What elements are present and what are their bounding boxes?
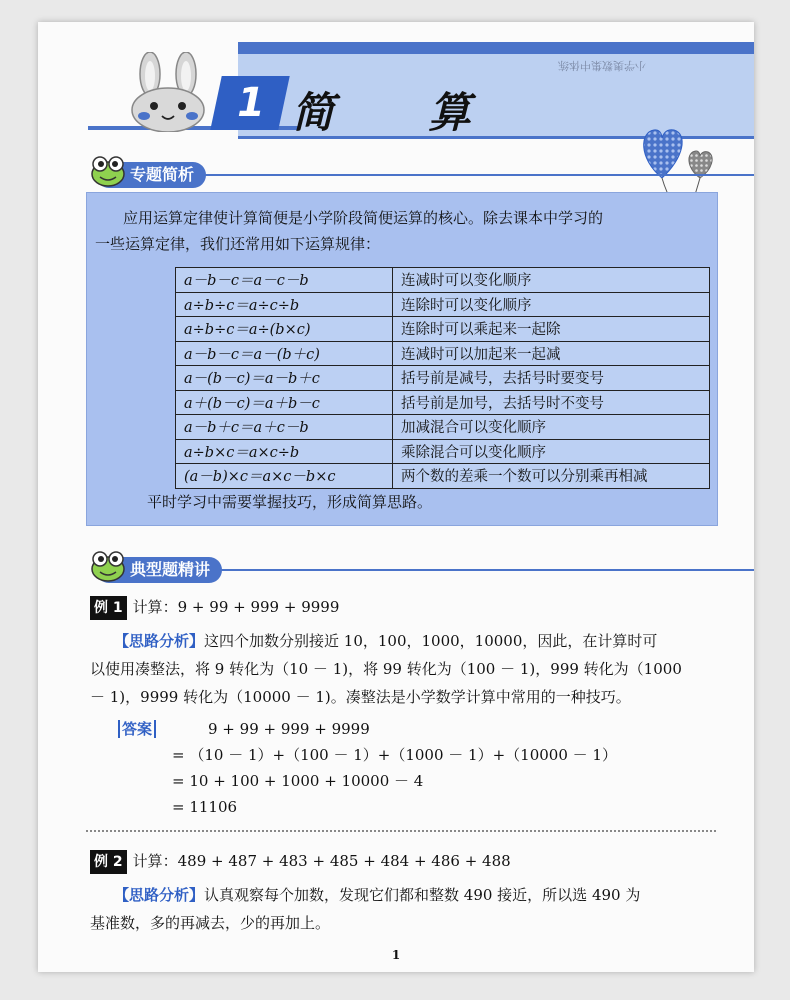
rabbit-mascot-icon bbox=[120, 52, 216, 132]
section-line-topic bbox=[188, 174, 754, 176]
example2-question bbox=[90, 850, 511, 874]
rule-description: 括号前是加号，去括号时不变号 bbox=[393, 390, 710, 415]
rule-formula: a－b－c＝a－c－b bbox=[176, 268, 393, 293]
example-divider bbox=[86, 830, 716, 832]
example1-question-text: 计算：9 + 99 + 999 + 9999 bbox=[132, 598, 340, 616]
table-row bbox=[176, 341, 710, 366]
table-row bbox=[176, 268, 710, 293]
example1-analysis-text1: 这四个加数分别接近 10，100，1000，10000，因此，在计算时可 bbox=[204, 632, 658, 650]
example2-analysis-line1 bbox=[114, 884, 640, 906]
table-row bbox=[176, 390, 710, 415]
rule-formula: a÷b÷c＝a÷(b×c) bbox=[176, 317, 393, 342]
rule-description: 乘除混合可以变化顺序 bbox=[393, 439, 710, 464]
example1-analysis-tag: 【思路分析】 bbox=[114, 632, 205, 650]
example1-answer-step: 9 + 99 + 999 + 9999 bbox=[208, 720, 370, 738]
textbook-page bbox=[38, 22, 754, 972]
example2-analysis-tag: 【思路分析】 bbox=[114, 886, 205, 904]
topic-box bbox=[86, 192, 718, 526]
section-badge-examples bbox=[96, 557, 222, 583]
example1-label: 例 1 bbox=[90, 596, 127, 620]
rule-description: 括号前是减号，去括号时要变号 bbox=[393, 366, 710, 391]
table-row bbox=[176, 415, 710, 440]
rule-description: 连减时可以加起来一起减 bbox=[393, 341, 710, 366]
example2-question-text: 计算：489 + 487 + 483 + 485 + 484 + 486 + 488 bbox=[132, 852, 511, 870]
frog-mascot-icon bbox=[88, 547, 128, 583]
rule-formula: a－b－c＝a－(b＋c) bbox=[176, 341, 393, 366]
rule-description: 加减混合可以变化顺序 bbox=[393, 415, 710, 440]
header-band-top bbox=[238, 42, 754, 54]
table-row bbox=[176, 317, 710, 342]
topic-outro: 平时学习中需要掌握技巧，形成简算思路。 bbox=[147, 493, 433, 511]
rule-formula: a－b＋c＝a＋c－b bbox=[176, 415, 393, 440]
rule-formula: a＋(b－c)＝a＋b－c bbox=[176, 390, 393, 415]
page-number: 1 bbox=[391, 948, 401, 962]
example2-label: 例 2 bbox=[90, 850, 127, 874]
table-row bbox=[176, 366, 710, 391]
table-row bbox=[176, 292, 710, 317]
rule-description: 连除时可以变化顺序 bbox=[393, 292, 710, 317]
section-line-examples bbox=[188, 569, 754, 571]
table-row bbox=[176, 464, 710, 489]
rule-description: 两个数的差乘一个数可以分别乘再相减 bbox=[393, 464, 710, 489]
example1-answer-step: = 10 + 100 + 1000 + 10000 － 4 bbox=[172, 772, 424, 790]
example1-analysis-line2: 以使用凑整法，将 9 转化为（10 － 1)，将 99 转化为（100 － 1)，999 转化为（1000 bbox=[90, 660, 682, 678]
rule-description: 连减时可以变化顺序 bbox=[393, 268, 710, 293]
topic-intro-line2: 一些运算定律，我们还常用如下运算规律： bbox=[95, 235, 381, 253]
example1-analysis-line3: － 1)，9999 转化为（10000 － 1)。凑整法是小学数学计算中常用的一种技巧。 bbox=[90, 688, 631, 706]
frog-mascot-icon bbox=[88, 152, 128, 188]
example1-answer-step: = 11106 bbox=[172, 798, 238, 816]
section-badge-topic-label: 专题简析 bbox=[130, 165, 195, 184]
example1-analysis-line1 bbox=[114, 630, 657, 652]
example1-question bbox=[90, 596, 339, 620]
section-badge-topic bbox=[96, 162, 206, 188]
rules-table bbox=[175, 267, 710, 489]
rule-formula: a÷b÷c＝a÷c÷b bbox=[176, 292, 393, 317]
chapter-title: 简 算 bbox=[292, 88, 511, 137]
example1-answer-tag: 答案 bbox=[118, 720, 156, 738]
rule-formula: a－(b－c)＝a－b＋c bbox=[176, 366, 393, 391]
rule-formula: a÷b×c＝a×c÷b bbox=[176, 439, 393, 464]
example1-answer-tag-wrap bbox=[118, 718, 156, 740]
rule-description: 连除时可以乘起来一起除 bbox=[393, 317, 710, 342]
table-row bbox=[176, 439, 710, 464]
chapter-number: 1 bbox=[237, 80, 265, 126]
example2-analysis-text1: 认真观察每个加数，发现它们都和整数 490 接近，所以选 490 为 bbox=[204, 886, 641, 904]
example2-analysis-line2: 基准数，多的再减去，少的再加上。 bbox=[90, 914, 331, 932]
example1-answer-step: = （10 － 1）+（100 － 1）+（1000 － 1）+（10000 － 1） bbox=[172, 746, 617, 764]
faded-header-text: 小学奥数集中体练 bbox=[558, 59, 646, 72]
section-badge-examples-label: 典型题精讲 bbox=[130, 560, 211, 579]
topic-intro-line1: 应用运算定律使计算简便是小学阶段简便运算的核心。除去课本中学习的 bbox=[123, 209, 604, 227]
rule-formula: (a－b)×c＝a×c－b×c bbox=[176, 464, 393, 489]
